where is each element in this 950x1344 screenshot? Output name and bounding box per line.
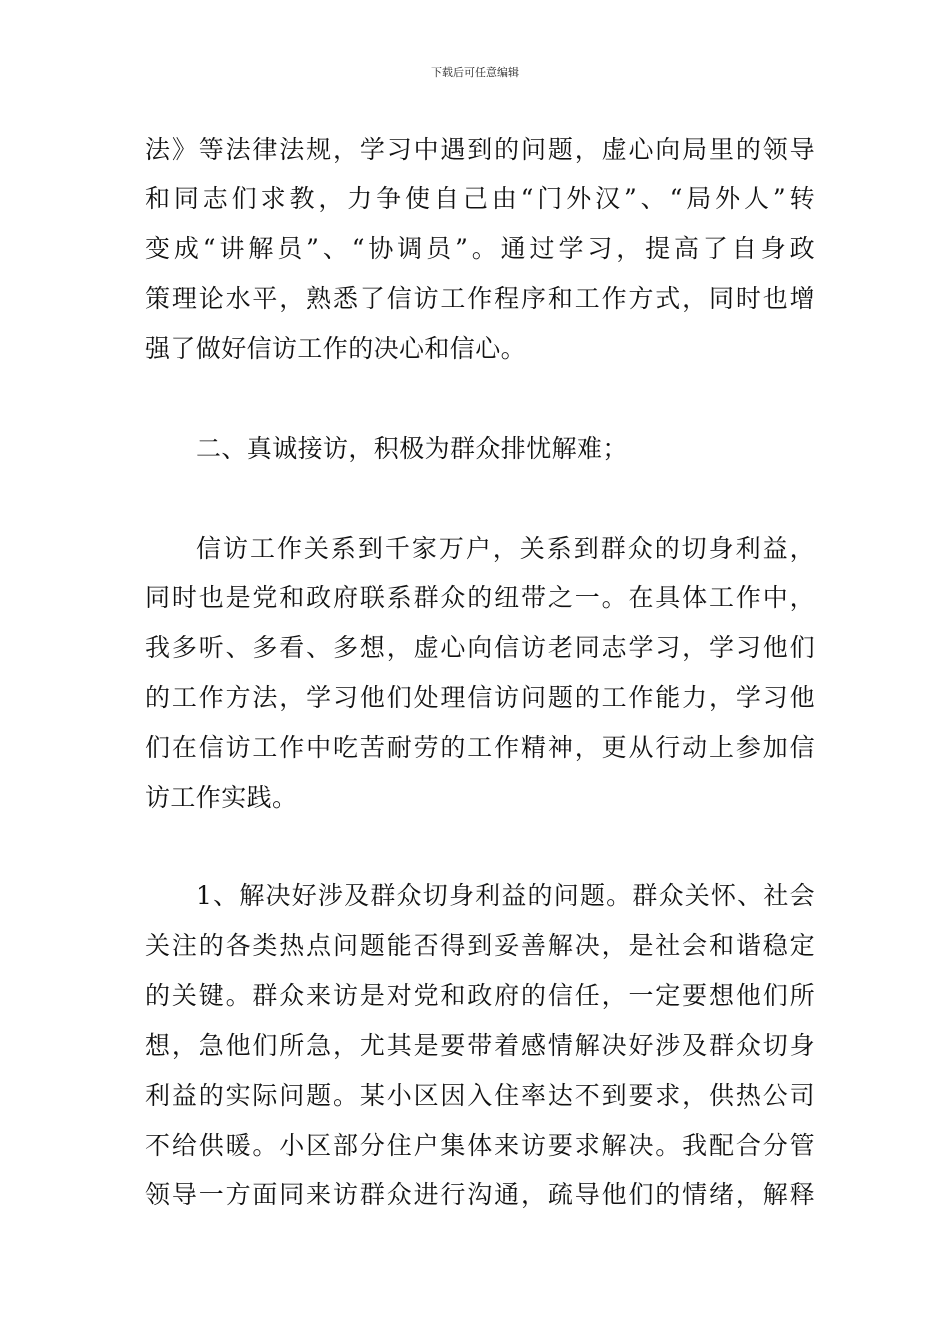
paragraph-1-line-5: 强了做好信访工作的决心和信心。 (145, 334, 527, 363)
paragraph-3-line-6: 访工作实践。 (145, 783, 298, 812)
paragraph-4-line-5: 利益的实际问题。某小区因入住率达不到要求，供热公司 (145, 1081, 815, 1110)
paragraph-4-line-7: 领导一方面同来访群众进行沟通，疏导他们的情绪，解释 (145, 1180, 815, 1209)
paragraph-3-line-5: 们在信访工作中吃苦耐劳的工作精神，更从行动上参加信 (145, 733, 815, 762)
paragraph-1-line-1: 法》等法律法规，学习中遇到的问题，虚心向局里的领导 (145, 135, 815, 164)
paragraph-4-line-4: 想，急他们所急，尤其是要带着感情解决好涉及群众切身 (145, 1031, 815, 1060)
paragraph-1-line-3: 变成“讲解员”、“协调员”。通过学习，提高了自身政 (145, 234, 815, 263)
paragraph-3-line-2: 同时也是党和政府联系群众的纽带之一。在具体工作中， (145, 583, 815, 612)
paragraph-4-line-2: 关注的各类热点问题能否得到妥善解决，是社会和谐稳定 (145, 931, 815, 960)
section-heading: 二、真诚接访，积极为群众排忧解难； (196, 434, 628, 463)
paragraph-3-line-4: 的工作方法，学习他们处理信访问题的工作能力，学习他 (145, 683, 815, 712)
page-header: 下载后可任意编辑 (431, 66, 519, 79)
paragraph-4-line-1: 1、解决好涉及群众切身利益的问题。群众关怀、社会 (196, 881, 815, 910)
paragraph-1-line-4: 策理论水平，熟悉了信访工作程序和工作方式，同时也增 (145, 284, 815, 313)
paragraph-3-line-1: 信访工作关系到千家万户，关系到群众的切身利益， (196, 534, 815, 563)
paragraph-1-line-2: 和同志们求教，力争使自己由“门外汉”、“局外人”转 (145, 184, 815, 213)
paragraph-3-line-3: 我多听、多看、多想，虚心向信访老同志学习，学习他们 (145, 633, 815, 662)
paragraph-4-line-3: 的关键。群众来访是对党和政府的信任，一定要想他们所 (145, 981, 815, 1010)
paragraph-4-line-6: 不给供暖。小区部分住户集体来访要求解决。我配合分管 (145, 1131, 815, 1160)
